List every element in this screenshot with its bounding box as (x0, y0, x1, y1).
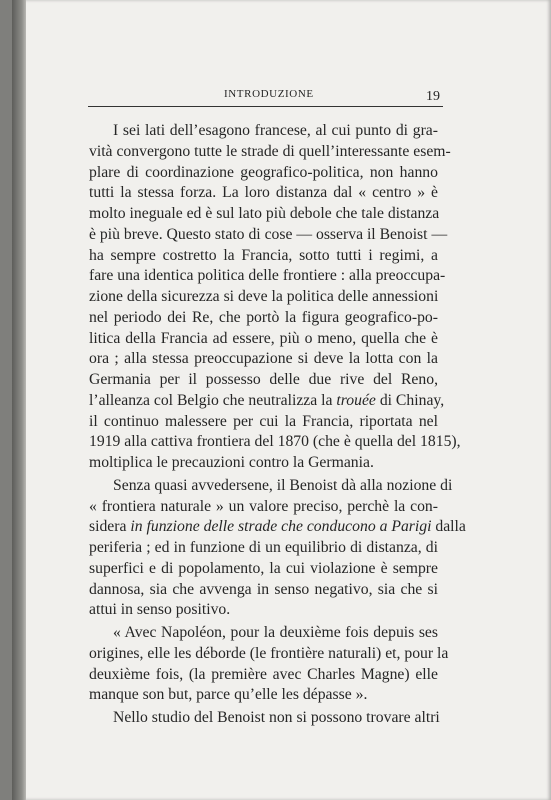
text-line (89, 163, 438, 184)
text-run: è più breve. Questo stato di cose — osserva il Benoist — (89, 225, 448, 243)
header-rule (88, 106, 443, 107)
text-line (89, 517, 466, 538)
text-line (89, 308, 438, 329)
text-run: superfici e di popolamento, la cui violazione è sempre (89, 559, 438, 577)
text-line (89, 329, 438, 350)
text-run: litica della Francia ad essere, più o meno, quella che è (89, 329, 438, 347)
book-page (12, 0, 551, 800)
text-run: vità convergono tutte le strade di quell’interessante esem- (89, 142, 451, 160)
text-line (89, 708, 438, 729)
text-line (89, 204, 438, 225)
text-run: « Avec Napoléon, pour la deuxième fois depuis ses (113, 624, 438, 641)
text-run: ora ; alla stessa preoccupazione si deve la lotta con la (89, 350, 438, 368)
text-run: Nello studio del Benoist non si possono trovare altri (113, 709, 440, 726)
text-run: origines, elle les déborde (le frontière naturali) et, pour la (89, 644, 449, 662)
text-run: il continuo malessere per cui la Francia, riportata nel (89, 412, 438, 430)
text-line (89, 349, 438, 370)
text-run: ha sempre costretto la Francia, sotto tutti i regimi, a (89, 246, 438, 264)
text-run: 1919 alla cattiva frontiera del 1870 (che è quella del 1815), (89, 433, 461, 451)
text-line (89, 142, 451, 163)
text-line (89, 121, 438, 142)
paragraph (89, 623, 449, 706)
paragraph (89, 121, 461, 474)
italic-text: trouée (336, 391, 376, 409)
text-line (89, 623, 438, 644)
paragraph (89, 708, 438, 729)
text-run: I sei lati dell’esagono francese, al cui punto di gra- (113, 122, 438, 139)
text-line (89, 685, 438, 706)
text-run: l’alleanza col Belgio che neutralizza la (89, 391, 337, 409)
text-run: « frontiera naturale » un valore preciso, perchè la con- (89, 497, 438, 515)
text-line (89, 287, 438, 308)
text-run: dannosa, sia che avvenga in senso negativo, sia che si (89, 580, 438, 598)
text-run: molto ineguale ed è sul lato più debole che tale distanza (89, 205, 440, 222)
text-line (89, 665, 438, 686)
text-line (89, 538, 438, 559)
page-number: 19 (426, 89, 440, 104)
text-line (89, 600, 438, 621)
text-run: di Chinay, (375, 391, 445, 409)
text-run: nel periodo dei Re, che portò la figura geografico-po- (89, 308, 438, 326)
text-line (89, 391, 445, 412)
running-header-title: INTRODUZIONE (224, 88, 314, 100)
text-run: zione della sicurezza si deve la politica delle annessioni (89, 288, 439, 305)
text-run: Germania per il possesso delle due rive del Reno, (89, 371, 438, 388)
paragraph (89, 476, 466, 621)
text-line (89, 412, 438, 433)
text-run: deuxième fois, (la première avec Charles Magne) elle (89, 665, 438, 683)
text-run: dalla (431, 518, 466, 536)
text-line (89, 370, 438, 391)
text-run: attui in senso positivo. (89, 601, 231, 619)
text-line (89, 476, 453, 497)
text-line (89, 453, 438, 474)
text-run: plare di coordinazione geografico-politica, non hanno (89, 163, 438, 181)
text-line (89, 225, 448, 246)
text-line (89, 497, 438, 518)
text-line (89, 183, 438, 204)
page-gutter-shadow (12, 0, 26, 800)
italic-text: in funzione delle strade che conducono a Parigi (130, 518, 432, 536)
text-run: fare una identica politica delle frontiere : alla preoccupa- (89, 267, 446, 285)
text-run: Senza quasi avvedersene, il Benoist dà alla nozione di (113, 476, 453, 494)
text-line (89, 266, 446, 287)
text-run: tutti la stessa forza. La loro distanza dal « centro » è (89, 184, 438, 202)
running-header (88, 82, 442, 104)
text-line (89, 432, 461, 453)
text-line (89, 644, 449, 665)
text-run: manque son but, parce qu’elle les dépasse ». (89, 686, 368, 704)
body-text (89, 121, 466, 731)
text-run: sidera (89, 518, 131, 536)
text-line (89, 580, 438, 601)
text-run: periferia ; ed in funzione di un equilibrio di distanza, di (89, 539, 438, 556)
text-line (89, 559, 438, 580)
text-line (89, 246, 438, 267)
text-run: moltiplica le precauzioni contro la Germania. (89, 454, 374, 471)
